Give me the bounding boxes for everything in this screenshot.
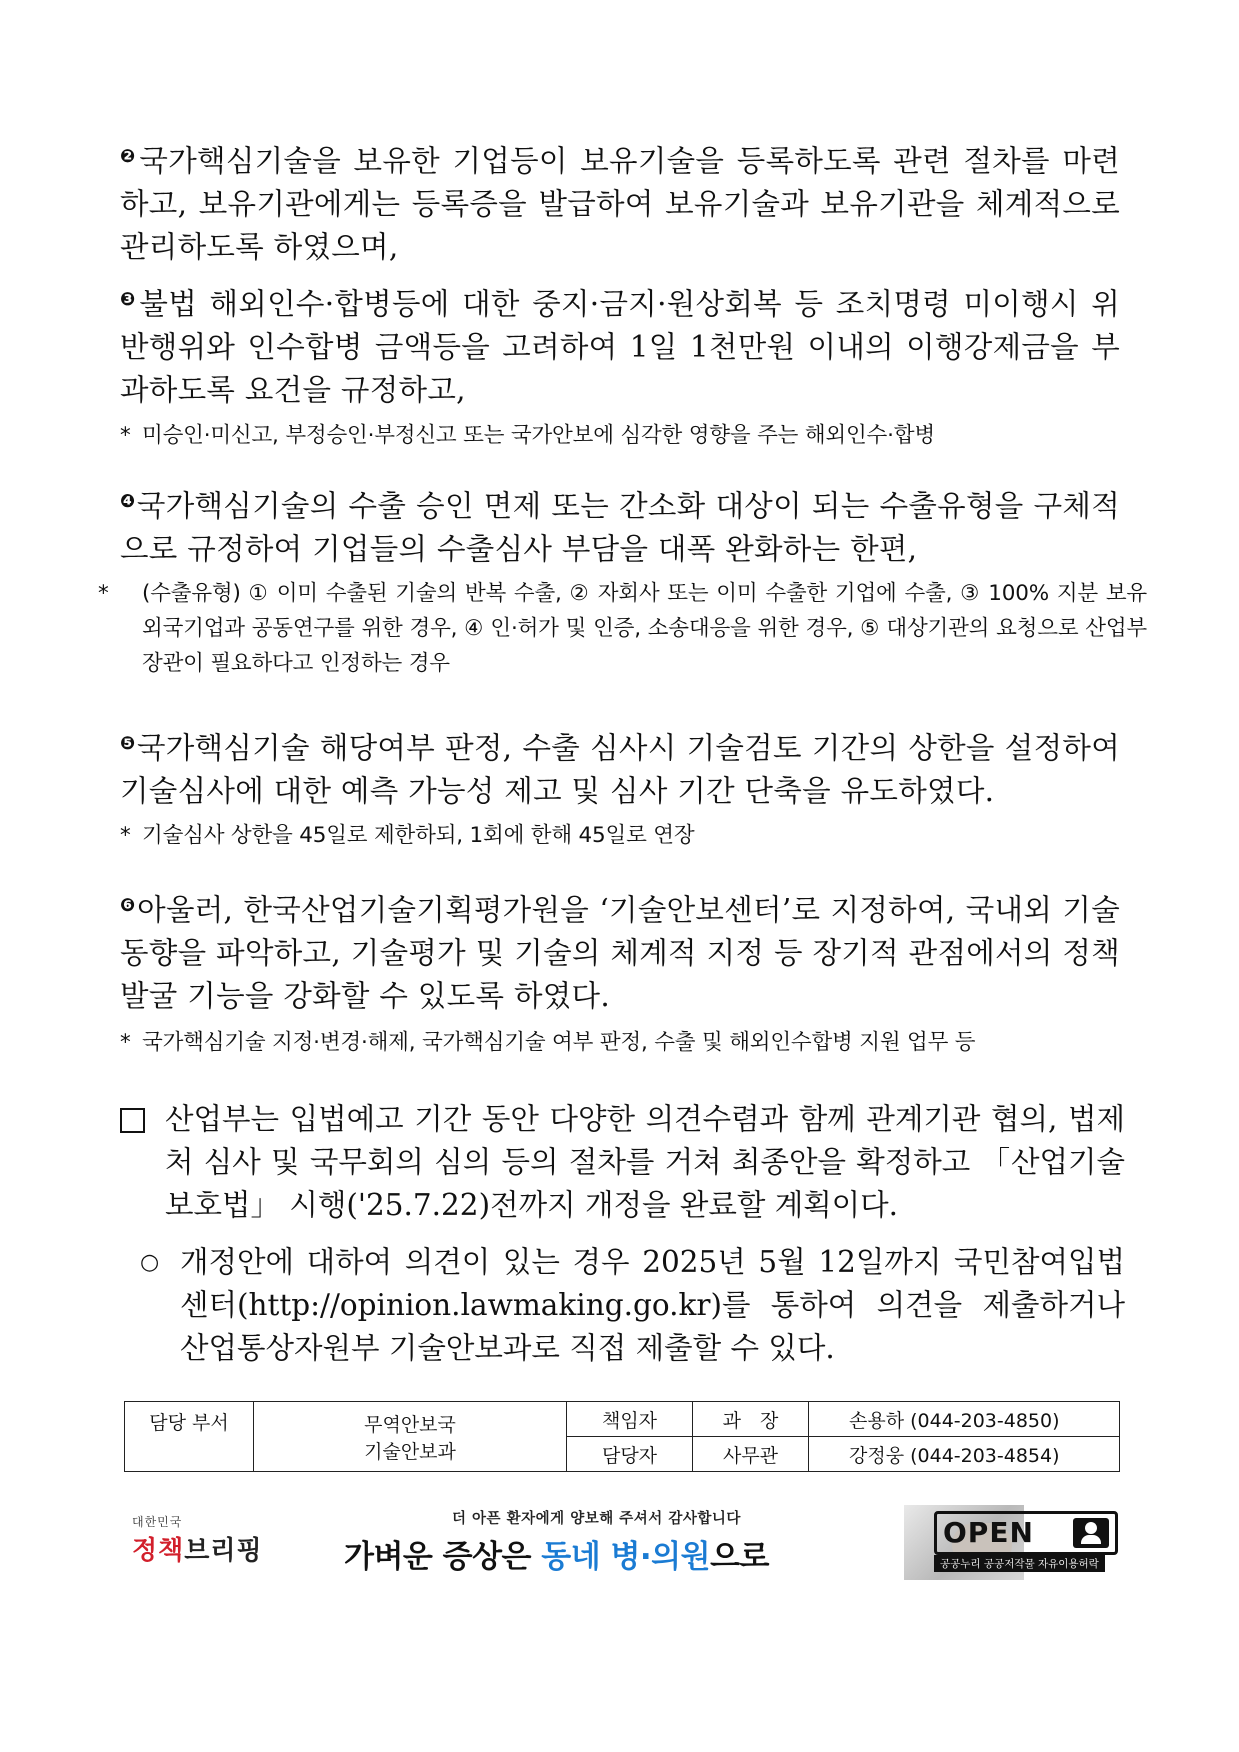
role-cell: 책임자 xyxy=(567,1402,693,1437)
opinion-text: 개정안에 대하여 의견이 있는 경우 2025년 5월 12일까지 국민참여입법센터(http://opinion.lawmaking.go.kr)를 통하여 의견을 제출하거나 산업통상자원부 기술안보과로 직접 제출할 수 있다. xyxy=(180,1245,1125,1365)
person-cell: 손용하 (044-203-4850) xyxy=(809,1402,1120,1437)
banner-headline xyxy=(344,1531,769,1576)
banner-subtitle: 더 아픈 환자에게 양보해 주셔서 감사합니다 xyxy=(452,1511,741,1527)
item-3-text: 불법 해외인수·합병등에 대한 중지·금지·원상회복 등 조치명령 미이행시 위반행위와 인수합병 금액등을 고려하여 1일 1천만원 이내의 이행강제금을 부과하도록 요건을 규정하고, xyxy=(120,287,1120,407)
item-5-note xyxy=(120,818,1125,853)
logo-caption: 대한민국 xyxy=(132,1515,183,1529)
role-cell: 담당자 xyxy=(567,1437,693,1472)
footer-logos xyxy=(124,1505,1120,1585)
item-3-note xyxy=(120,418,1125,453)
banner-headline-b: 동네 병·의원 xyxy=(541,1539,711,1575)
item-4-number: ❹ xyxy=(120,491,136,512)
dept-label-cell: 담당 부서 xyxy=(125,1402,254,1472)
item-6-note xyxy=(120,1025,1125,1060)
note-asterisk: * xyxy=(120,1030,131,1055)
item-2-paragraph xyxy=(120,135,1120,269)
logo-word-dark: 브리핑 xyxy=(184,1536,263,1566)
campaign-banner xyxy=(342,1505,1024,1580)
item-6-note-text: 국가핵심기술 지정·변경·해제, 국가핵심기술 여부 판정, 수출 및 해외인수합병 지원 업무 등 xyxy=(142,1030,976,1055)
item-6-number: ❻ xyxy=(120,895,137,916)
item-4-note xyxy=(98,576,1147,681)
item-5-paragraph xyxy=(120,722,1120,813)
contact-row-1 xyxy=(125,1402,1120,1437)
open-caption: 공공누리 공공저작물 자유이용허락 xyxy=(934,1555,1105,1572)
item-6-text: 아울러, 한국산업기술기획평가원을 ‘기술안보센터’로 지정하여, 국내외 기술동향을 파악하고, 기술평가 및 기술의 체계적 지정 등 장기적 관점에서의 정책 발굴 기능을 강화할 수 있도록 하였다. xyxy=(120,893,1120,1013)
note-asterisk: * xyxy=(98,581,109,606)
plan-section xyxy=(120,1098,1125,1227)
item-3-note-text: 미승인·미신고, 부정승인·부정신고 또는 국가안보에 심각한 영향을 주는 해외인수·합병 xyxy=(142,423,935,448)
person-cell: 강정웅 (044-203-4854) xyxy=(809,1437,1120,1472)
plan-text: 산업부는 입법예고 기간 동안 다양한 의견수렴과 함께 관계기관 협의, 법제처 심사 및 국무회의 심의 등의 절차를 거쳐 최종안을 확정하고 「산업기술보호법」 시행('25.7.22)전까지 개정을 완료할 계획이다. xyxy=(165,1102,1125,1222)
dept-division: 기술안보과 xyxy=(364,1440,456,1463)
dept-name-cell xyxy=(254,1402,567,1472)
note-asterisk: * xyxy=(120,823,131,848)
logo-word-red: 정책 xyxy=(132,1536,185,1566)
item-4-note-text: (수출유형) ① 이미 수출된 기술의 반복 수출, ② 자회사 또는 이미 수출한 기업에 수출, ③ 100% 지분 보유 외국기업과 공동연구를 위한 경우, ④ 인·허가 및 인증, 소송대응을 위한 경우, ⑤ 대상기관의 요청으로 산업부장관이 필요하다고 인정하는 경우 xyxy=(142,581,1147,676)
open-word: OPEN xyxy=(943,1516,1034,1549)
item-4-paragraph xyxy=(120,480,1120,571)
item-3-number: ❸ xyxy=(120,289,139,310)
note-asterisk: * xyxy=(120,423,131,448)
title-cell: 과 장 xyxy=(693,1402,809,1437)
item-2-number: ❷ xyxy=(120,146,139,167)
item-4-text: 국가핵심기술의 수출 승인 면제 또는 간소화 대상이 되는 수출유형을 구체적으로 규정하여 기업들의 수출심사 부담을 대폭 완화하는 한편, xyxy=(120,489,1120,566)
contact-table xyxy=(124,1401,1120,1472)
policy-briefing-logo xyxy=(132,1513,272,1577)
open-logo-frame xyxy=(934,1511,1118,1555)
dept-bureau: 무역안보국 xyxy=(364,1413,456,1436)
logo-wordmark xyxy=(132,1530,272,1567)
attribution-person-icon xyxy=(1073,1518,1109,1548)
title-cell: 사무관 xyxy=(693,1437,809,1472)
item-6-paragraph xyxy=(120,884,1120,1018)
item-5-number: ❺ xyxy=(120,733,136,754)
item-5-note-text: 기술심사 상한을 45일로 제한하되, 1회에 한해 45일로 연장 xyxy=(142,823,695,848)
item-3-paragraph xyxy=(120,278,1120,412)
opinion-section xyxy=(140,1241,1125,1370)
item-5-text: 국가핵심기술 해당여부 판정, 수출 심사시 기술검토 기간의 상한을 설정하여 기술심사에 대한 예측 가능성 제고 및 심사 기간 단축을 유도하였다. xyxy=(120,731,1120,808)
square-bullet-icon xyxy=(120,1108,145,1133)
banner-headline-c: 으로 xyxy=(710,1539,769,1575)
kogl-open-license-logo xyxy=(934,1511,1118,1573)
item-2-text: 국가핵심기술을 보유한 기업등이 보유기술을 등록하도록 관련 절차를 마련하고, 보유기관에게는 등록증을 발급하여 보유기술과 보유기관을 체계적으로 관리하도록 하였으며, xyxy=(120,144,1120,264)
circle-bullet-icon: ○ xyxy=(140,1250,160,1275)
banner-headline-a: 가벼운 증상은 xyxy=(344,1539,542,1575)
